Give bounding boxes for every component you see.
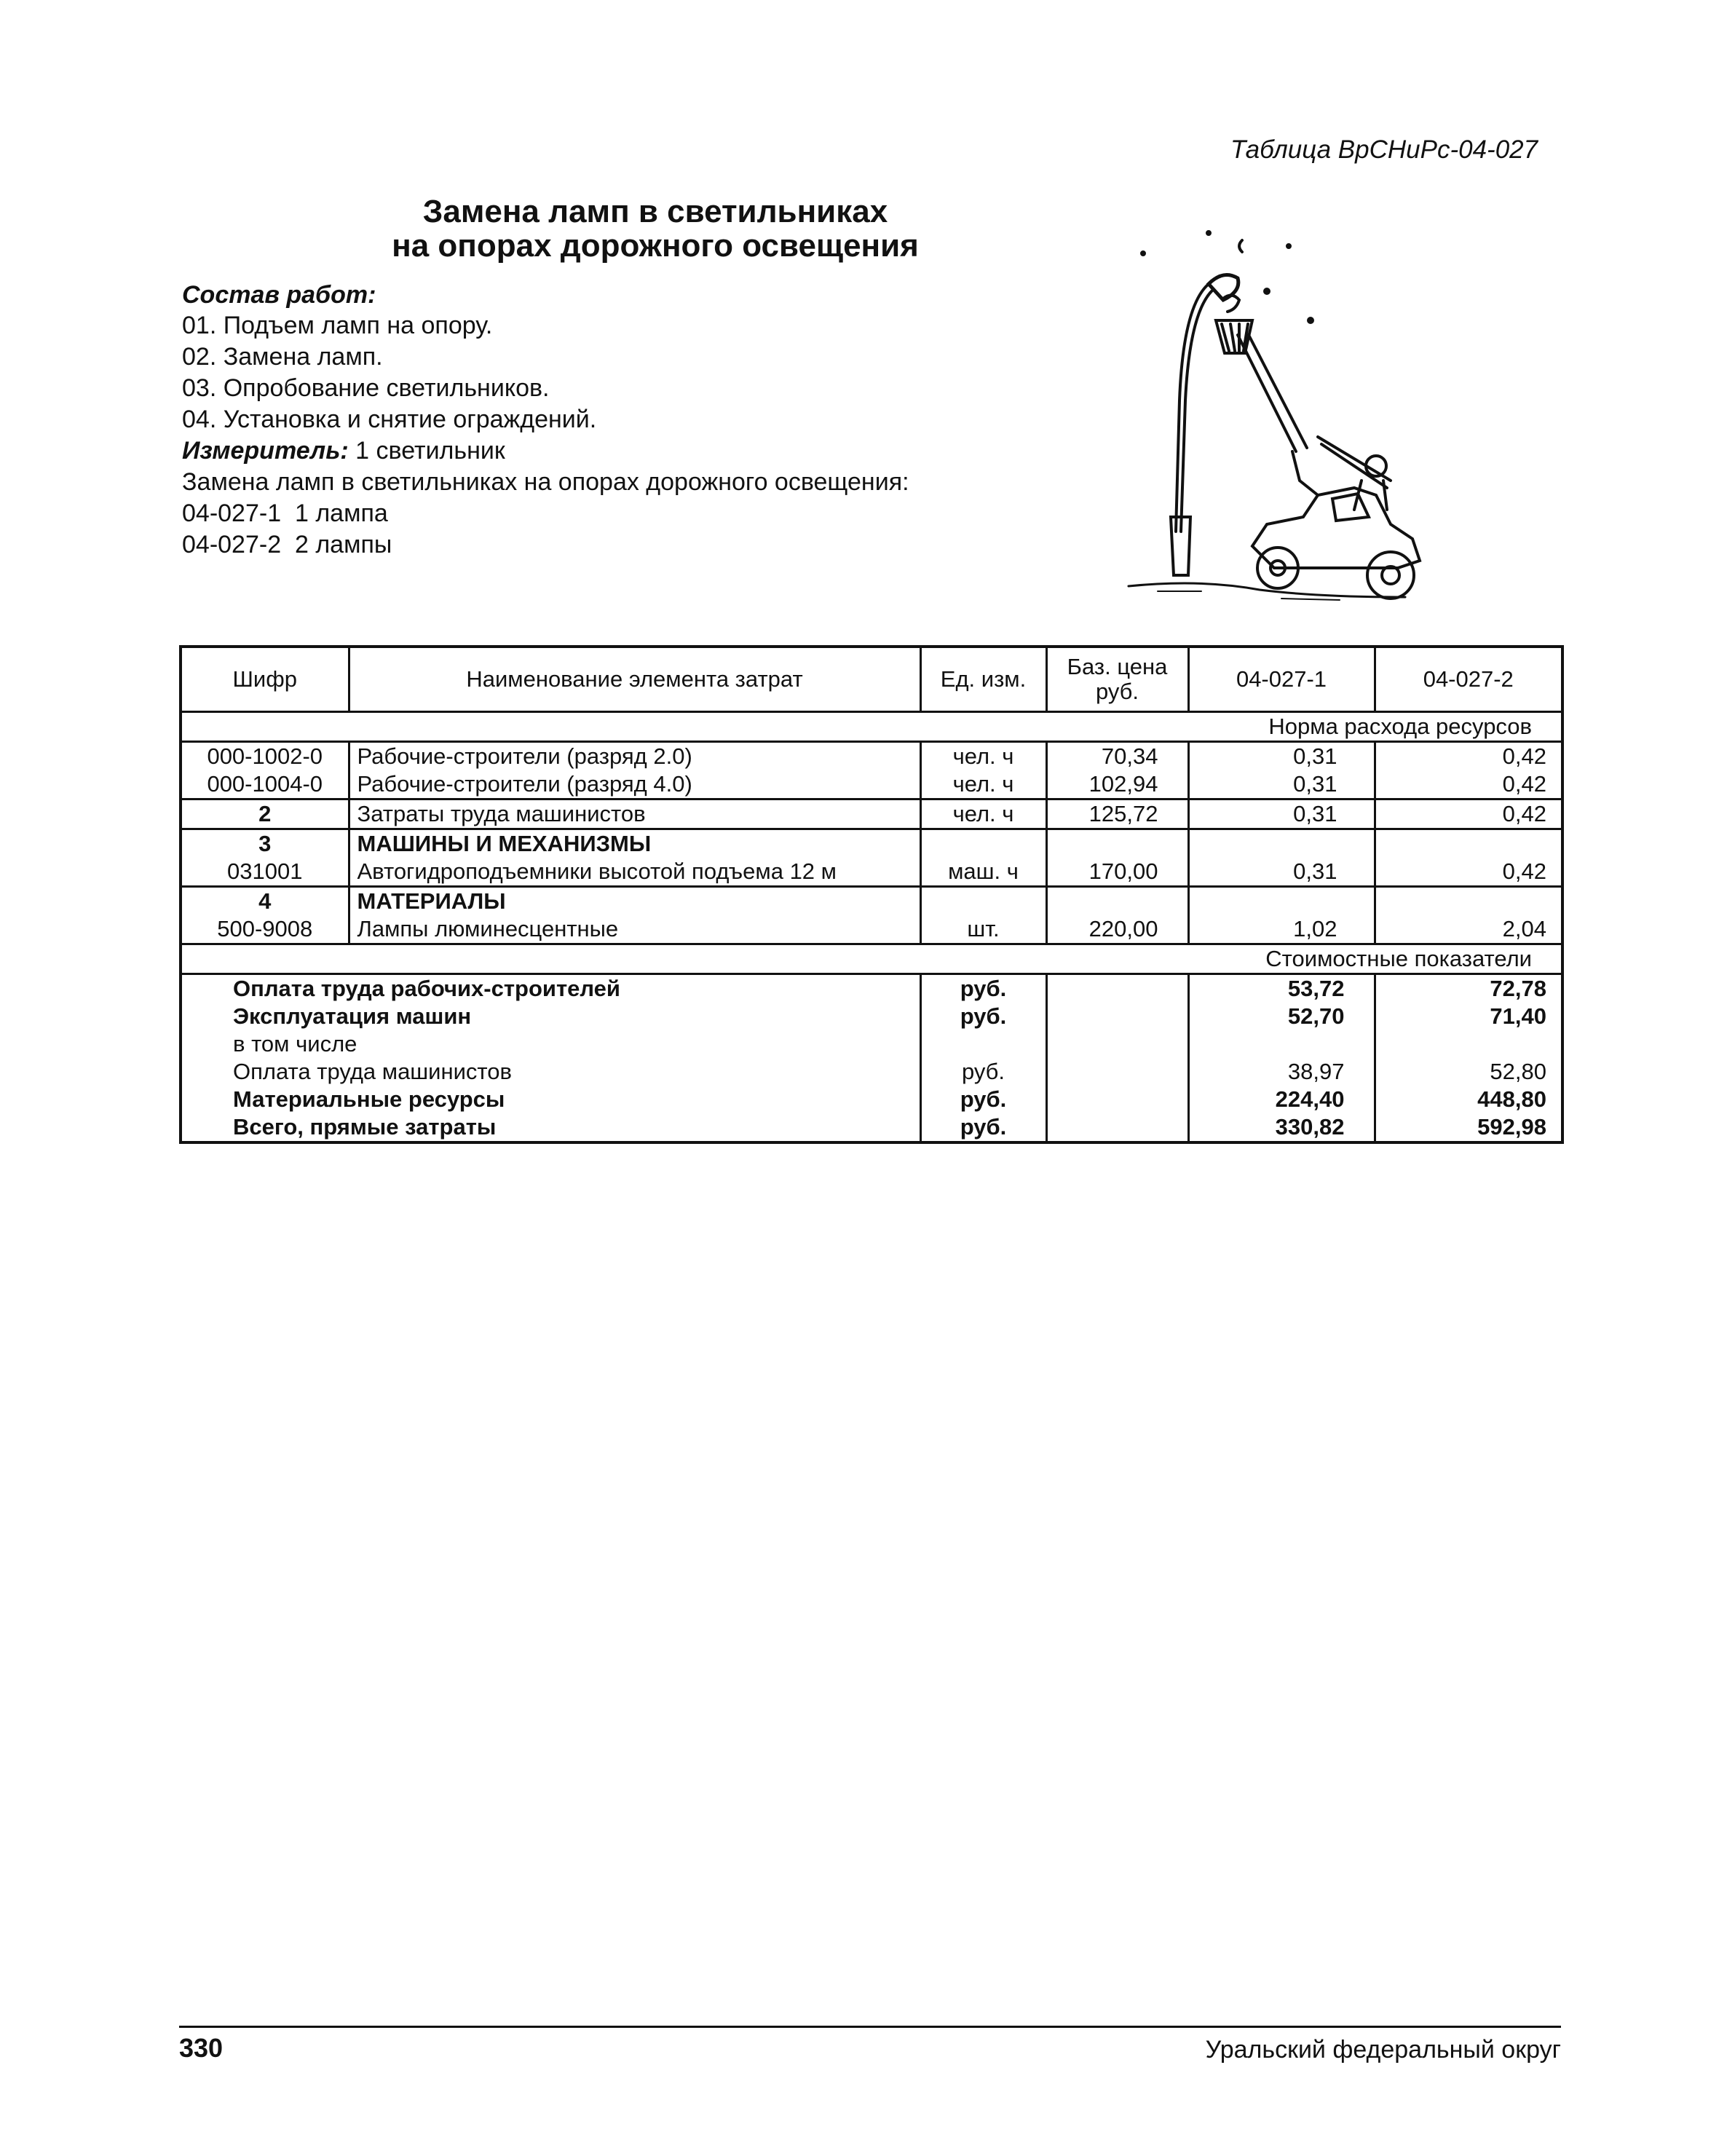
col-header-variant1: 04-027-1 — [1188, 647, 1375, 712]
row-code: 4 — [181, 887, 349, 916]
section-resources: Норма расхода ресурсов — [181, 712, 1562, 742]
table-row — [181, 742, 1562, 771]
row-value2: 0,42 — [1375, 770, 1562, 799]
variant-item: 04-027-1 1 лампа — [182, 499, 388, 527]
row-value1: 1,02 — [1188, 915, 1375, 944]
row-value2: 0,42 — [1375, 742, 1562, 771]
table-row — [181, 858, 1562, 887]
cost-row — [181, 1030, 1562, 1058]
row-value2: 2,04 — [1375, 915, 1562, 944]
row-code: 000-1004-0 — [207, 771, 323, 797]
cost-name: Эксплуатация машин — [233, 1003, 472, 1029]
row-name: Лампы люминесцентные — [349, 915, 920, 944]
cost-row — [181, 1086, 1562, 1113]
row-value1: 0,31 — [1188, 799, 1375, 829]
work-composition-label: Состав работ: — [182, 281, 376, 309]
row-name: Рабочие-строители (разряд 4.0) — [349, 770, 920, 799]
row-price: 70,34 — [1046, 742, 1188, 771]
row-price: 102,94 — [1046, 770, 1188, 799]
work-description: Замена ламп в светильниках на опорах дорожного освещения: — [182, 468, 909, 496]
row-unit: чел. ч — [920, 799, 1046, 829]
row-name: МАШИНЫ И МЕХАНИЗМЫ — [349, 829, 920, 858]
page-number: 330 — [179, 2033, 224, 2063]
row-unit: чел. ч — [920, 742, 1046, 771]
table-row — [181, 770, 1562, 799]
cost-value2: 72,78 — [1375, 974, 1562, 1003]
row-name: Затраты труда машинистов — [349, 799, 920, 829]
row-code: 3 — [181, 829, 349, 858]
cost-row — [181, 1113, 1562, 1142]
footer-divider — [179, 2026, 1561, 2028]
col-header-price — [1046, 647, 1188, 712]
cost-table — [179, 645, 1564, 1144]
cost-value1: 53,72 — [1188, 974, 1375, 1003]
section-costs: Стоимостные показатели — [181, 944, 1562, 974]
cost-value2: 71,40 — [1375, 1003, 1562, 1030]
row-value2: 0,42 — [1375, 858, 1562, 887]
row-value2: 0,42 — [1375, 799, 1562, 829]
table-row — [181, 829, 1562, 858]
col-header-name: Наименование элемента затрат — [349, 647, 920, 712]
meter-label: Измеритель: — [182, 437, 349, 465]
price-header-line2: руб. — [1095, 679, 1139, 704]
row-code: 2 — [181, 799, 349, 829]
cost-unit: руб. — [920, 974, 1046, 1003]
row-unit: чел. ч — [920, 770, 1046, 799]
row-name: Автогидроподъемники высотой подъема 12 м — [349, 858, 920, 887]
row-value1: 0,31 — [1188, 770, 1375, 799]
meter-line — [182, 437, 505, 465]
row-code: 500-9008 — [217, 916, 313, 941]
price-header-line1: Баз. цена — [1067, 654, 1168, 679]
col-header-unit: Ед. изм. — [920, 647, 1046, 712]
page-title-line1: Замена ламп в светильниках — [422, 194, 888, 229]
section-row — [181, 944, 1562, 974]
work-item: 04. Установка и снятие ограждений. — [182, 406, 597, 433]
footer-region: Уральский федеральный округ — [1205, 2036, 1561, 2064]
work-item: 03. Опробование светильников. — [182, 374, 550, 402]
lamp-replacement-illustration — [1099, 218, 1442, 612]
cost-unit: руб. — [920, 1113, 1046, 1142]
cost-value1: 224,40 — [1188, 1086, 1375, 1113]
table-header-row — [181, 647, 1562, 712]
row-unit: шт. — [920, 915, 1046, 944]
cost-value2: 448,80 — [1375, 1086, 1562, 1113]
row-price: 170,00 — [1046, 858, 1188, 887]
table-reference: Таблица ВрСНиРс-04-027 — [1230, 135, 1538, 164]
table-row — [181, 915, 1562, 944]
cost-value1: 52,70 — [1188, 1003, 1375, 1030]
table-row — [181, 887, 1562, 916]
cost-value1: 330,82 — [1188, 1113, 1375, 1142]
row-value1: 0,31 — [1188, 858, 1375, 887]
cost-name: Материальные ресурсы — [233, 1086, 505, 1112]
table-row — [181, 799, 1562, 829]
row-price: 125,72 — [1046, 799, 1188, 829]
cost-name: Оплата труда рабочих-строителей — [181, 974, 920, 1003]
row-value1: 0,31 — [1188, 742, 1375, 771]
row-name: Рабочие-строители (разряд 2.0) — [349, 742, 920, 771]
cost-name: Оплата труда машинистов — [233, 1059, 512, 1084]
cost-row — [181, 1003, 1562, 1030]
cost-unit: руб. — [920, 1058, 1046, 1086]
cost-unit: руб. — [920, 1003, 1046, 1030]
cost-name: в том числе — [233, 1031, 357, 1057]
row-unit: маш. ч — [920, 858, 1046, 887]
cost-name: Всего, прямые затраты — [233, 1114, 497, 1140]
page-title-line2: на опорах дорожного освещения — [392, 228, 919, 264]
work-item: 02. Замена ламп. — [182, 343, 383, 371]
cost-value2: 52,80 — [1375, 1058, 1562, 1086]
cost-value2: 592,98 — [1375, 1113, 1562, 1142]
cost-unit: руб. — [920, 1086, 1046, 1113]
col-header-variant2: 04-027-2 — [1375, 647, 1562, 712]
section-row — [181, 712, 1562, 742]
row-code: 000-1002-0 — [181, 742, 349, 771]
cost-row — [181, 974, 1562, 1003]
meter-value: 1 светильник — [348, 437, 505, 465]
row-price: 220,00 — [1046, 915, 1188, 944]
variant-item: 04-027-2 2 лампы — [182, 531, 392, 558]
row-code: 031001 — [227, 858, 303, 884]
row-name: МАТЕРИАЛЫ — [349, 887, 920, 916]
cost-value1: 38,97 — [1188, 1058, 1375, 1086]
col-header-code: Шифр — [181, 647, 349, 712]
cost-row — [181, 1058, 1562, 1086]
work-item: 01. Подъем ламп на опору. — [182, 312, 493, 339]
